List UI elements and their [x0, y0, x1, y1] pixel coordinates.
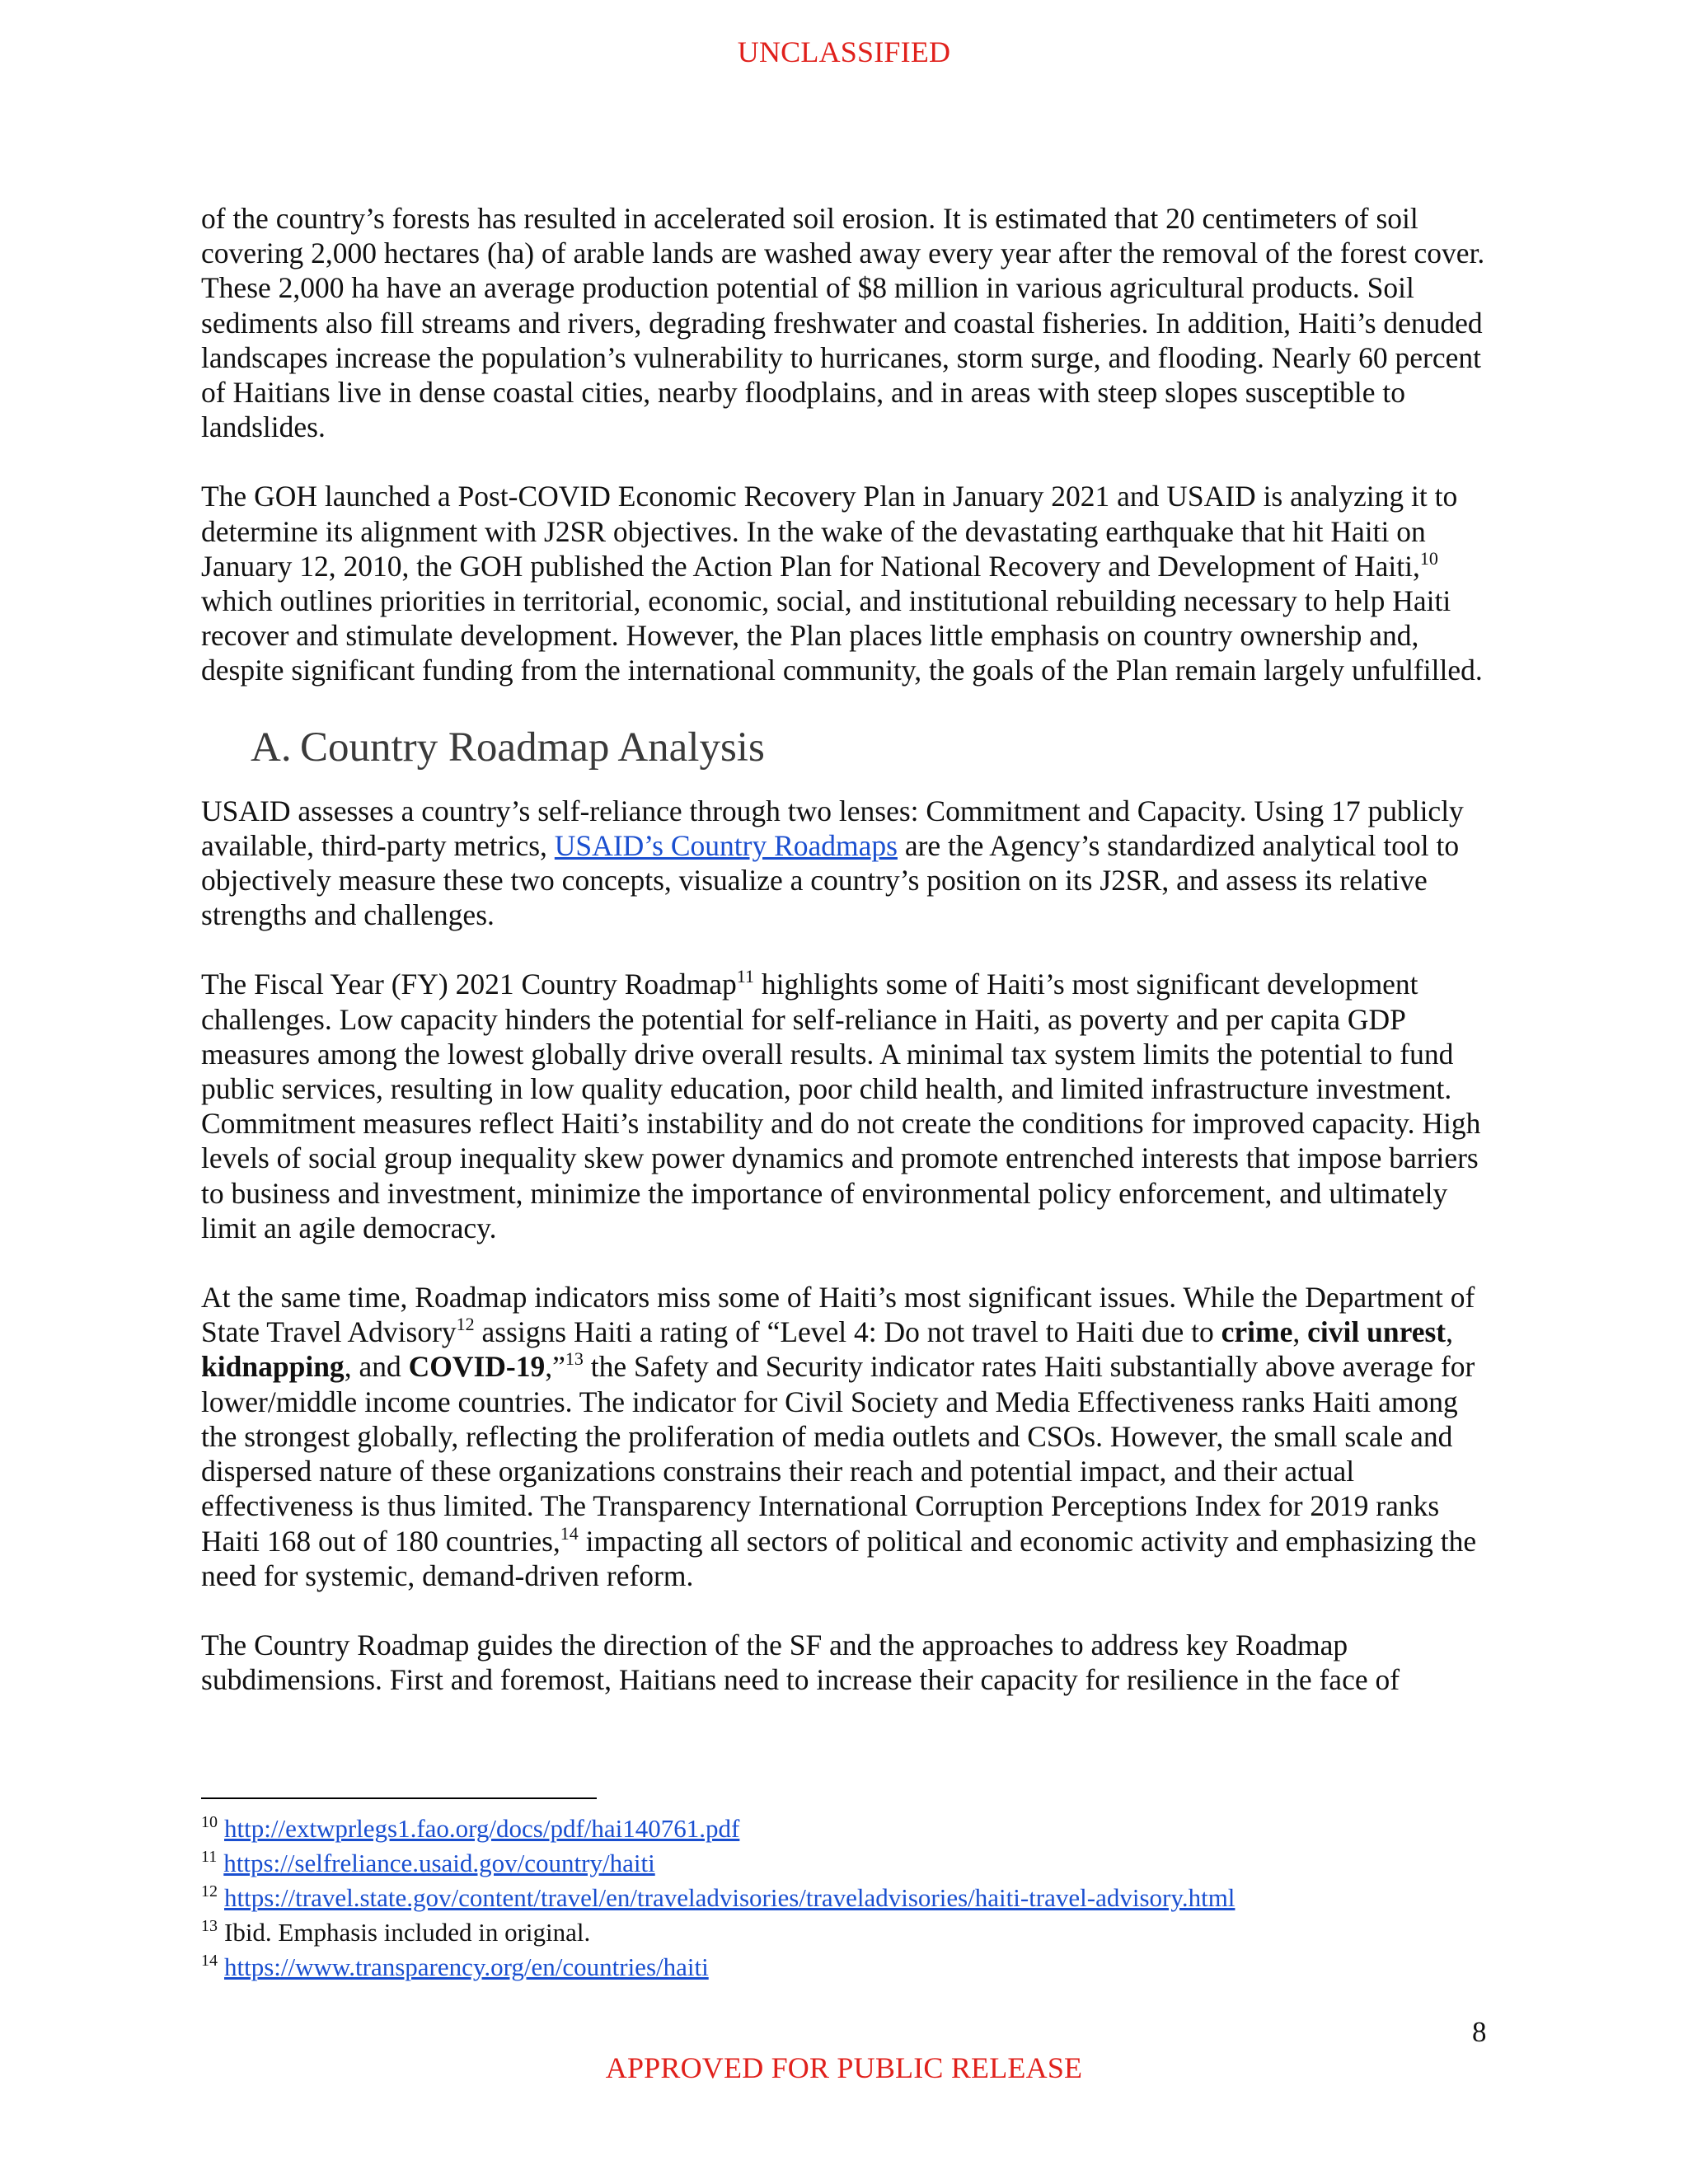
text-span: , — [1446, 1315, 1453, 1349]
text-span: USAID assesses a country’s self-reliance through two lenses: Commitment and Capacity. Using 17 publicly available, third-party metrics, — [201, 794, 1464, 862]
section-title: Country Roadmap Analysis — [300, 724, 765, 771]
classification-header: UNCLASSIFIED — [737, 35, 951, 68]
footnote-11 — [201, 1846, 1520, 1881]
footnote-12 — [201, 1881, 1520, 1915]
footnote-separator — [201, 1797, 597, 1799]
text-span: the Safety and Security indicator rates Haiti substantially above average for lower/middle income countries. The indicator for Civil Society and Media Effectiveness ranks Haiti among the strongest globally, reflecting the proliferation of media outlets and CSOs. However, the small scale and dispersed nature of these organizations constrains their reach and potential impact, and their actual effectiveness is thus limited. The Transparency International Corruption Perceptions Index for 2019 ranks Haiti 168 out of 180 countries, — [201, 1350, 1475, 1558]
footnote-ref-11[interactable]: 11 — [736, 966, 754, 987]
footnote-link[interactable]: https://www.transparency.org/en/countries/haiti — [224, 1952, 709, 1981]
footnote-number: 14 — [201, 1952, 218, 1970]
footnote-number: 13 — [201, 1917, 218, 1935]
footnote-ref-13[interactable]: 13 — [565, 1348, 584, 1370]
text-span: At the same time, Roadmap indicators miss some of Haiti’s most significant issues. While the Department of State Travel Advisory — [201, 1281, 1475, 1349]
bold-crime: crime — [1221, 1315, 1293, 1349]
text-span: impacting all sectors of political and economic activity and emphasizing the need for systemic, demand-driven reform. — [201, 1524, 1477, 1592]
footnote-number: 10 — [201, 1813, 218, 1831]
footnote-number: 11 — [201, 1848, 218, 1866]
bold-kidnapping: kidnapping — [201, 1350, 345, 1384]
document-body — [201, 201, 1493, 1732]
release-footer: APPROVED FOR PUBLIC RELEASE — [605, 2051, 1083, 2084]
bold-covid: COVID-19 — [408, 1350, 546, 1384]
footnote-14 — [201, 1950, 1520, 1985]
bold-civil-unrest: civil unrest — [1307, 1315, 1447, 1349]
text-span: highlights some of Haiti’s most significant development challenges. Low capacity hinders the potential for self-reliance in Haiti, as poverty and per capita GDP measures among the lowest globally drive overall results. A minimal tax system limits the potential to fund public services, resulting in low quality education, poor child health, and limited infrastructure investment. Commitment measures reflect Haiti’s instability and do not create the conditions for improved capacity. High levels of social group inequality skew power dynamics and promote entrenched interests that impose barriers to business and investment, minimize the importance of environmental policy enforcement, and ultimately limit an agile democracy. — [201, 968, 1481, 1244]
paragraph-roadmap-indicators — [201, 1280, 1493, 1593]
footnote-link[interactable]: https://travel.state.gov/content/travel/en/traveladvisories/traveladvisories/haiti-travel-advisory.html — [224, 1883, 1236, 1912]
text-span: , — [1292, 1315, 1308, 1349]
footnote-ref-10[interactable]: 10 — [1419, 547, 1438, 569]
paragraph-self-reliance — [201, 794, 1493, 933]
paragraph-soil-erosion: of the country’s forests has resulted in accelerated soil erosion. It is estimated that 20 centimeters of soil covering 2,000 hectares (ha) of arable lands are washed away every year after the removal of the forest cover. These 2,000 ha have an average production potential of $8 million in various agricultural products. Soil sediments also fill streams and rivers, degrading freshwater and coastal fisheries. In addition, Haiti’s denuded landscapes increase the population’s vulnerability to hurricanes, storm surge, and flooding. Nearly 60 percent of Haitians live in dense coastal cities, nearby floodplains, and in areas with steep slopes susceptible to landslides. — [201, 202, 1485, 444]
paragraph-recovery-plan — [201, 479, 1493, 687]
footnote-ref-12[interactable]: 12 — [456, 1314, 475, 1335]
footnote-ref-14[interactable]: 14 — [560, 1522, 579, 1544]
footnote-link[interactable]: http://extwprlegs1.fao.org/docs/pdf/hai140761.pdf — [224, 1814, 740, 1843]
section-heading — [251, 723, 1493, 772]
paragraph-roadmap-guides: The Country Roadmap guides the direction of the SF and the approaches to address key Roadmap subdimensions. First and foremost, Haitians need to increase their capacity for resilience in the face of — [201, 1628, 1400, 1697]
section-number: A. — [251, 724, 292, 771]
text-span: The GOH launched a Post-COVID Economic Recovery Plan in January 2021 and USAID is analyzing it to determine its alignment with J2SR objectives. In the wake of the devastating earthquake that hit Haiti on January 12, 2010, the GOH published the Action Plan for National Recovery and Development of Haiti, — [201, 480, 1458, 583]
footnote-number: 12 — [201, 1882, 218, 1900]
paragraph-fy2021-roadmap — [201, 967, 1493, 1245]
footnote-link[interactable]: https://selfreliance.usaid.gov/country/haiti — [223, 1849, 655, 1877]
text-span: which outlines priorities in territorial, economic, social, and institutional rebuilding necessary to help Haiti recover and stimulate development. However, the Plan places little emphasis on country ownership and, despite significant funding from the international community, the goals of the Plan remain largely unfulfilled. — [201, 584, 1483, 687]
page-number: 8 — [1472, 2016, 1487, 2048]
text-span: , and — [344, 1350, 409, 1384]
footnote-13 — [201, 1915, 1520, 1950]
footnote-text: Ibid. Emphasis included in original. — [224, 1918, 591, 1947]
text-span: assigns Haiti a rating of “Level 4: Do not travel to Haiti due to — [474, 1315, 1221, 1349]
footnotes — [201, 1811, 1520, 1985]
text-span: ,” — [545, 1350, 565, 1384]
footnote-10 — [201, 1811, 1520, 1846]
country-roadmaps-link[interactable]: USAID’s Country Roadmaps — [554, 828, 898, 862]
text-span: The Fiscal Year (FY) 2021 Country Roadmap — [201, 968, 737, 1001]
text-span: are the Agency’s standardized analytical tool to objectively measure these two concepts, visualize a country’s position on its J2SR, and assess its relative strengths and challenges. — [201, 828, 1460, 932]
